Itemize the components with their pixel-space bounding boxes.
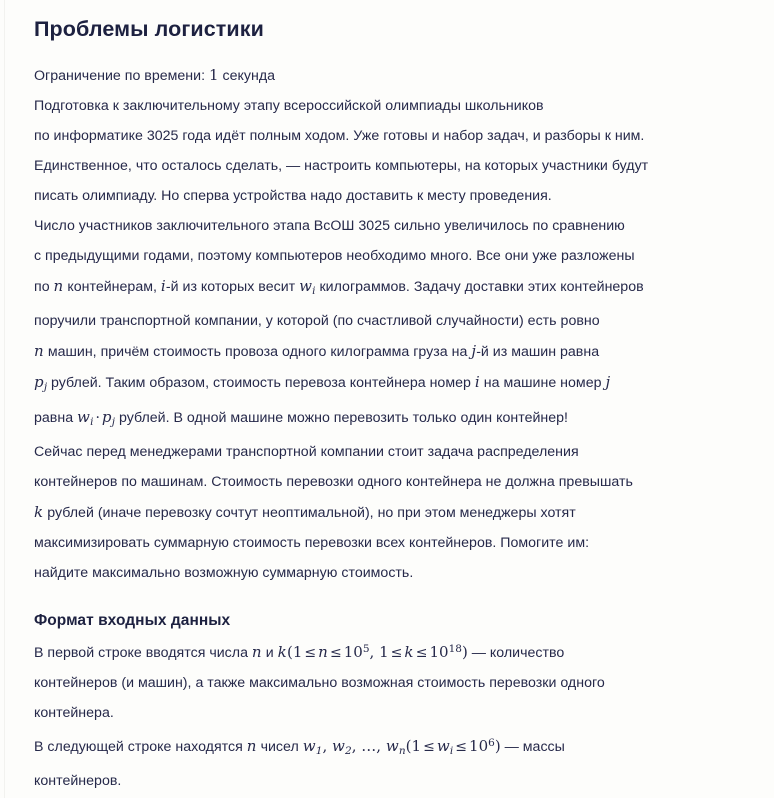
math-var-j: j — [605, 373, 611, 392]
section-heading-input-format: Формат входных данных — [34, 611, 231, 629]
text-fragment: -й из машин равна — [476, 344, 600, 361]
math-const-one: 1 — [292, 642, 303, 661]
time-limit-paragraph — [34, 44, 748, 91]
text-fragment: килограммов. Задачу доставки этих контейнеров — [315, 279, 644, 296]
math-operator-le: ≤ — [415, 644, 428, 661]
text-fragment: -й из которых весит — [165, 279, 300, 296]
math-subscript-2: 2 — [345, 744, 352, 757]
math-subscript-i: i — [312, 285, 316, 298]
text-fragment: — количество — [467, 644, 565, 661]
math-const-one: 1 — [379, 642, 389, 661]
statement-line-find: найдите максимально возможную суммарную стоимость. — [34, 564, 414, 581]
math-paren-close: ) — [494, 736, 501, 755]
math-var-k: k — [34, 502, 44, 521]
statement-line-company: поручили транспортной компании, у которой (по счастливой случайности) есть ровно — [34, 313, 600, 330]
math-comma: , — [369, 642, 380, 661]
math-var-w: w — [77, 407, 91, 426]
statement-line: Единственное, что осталось сделать, — настроить компьютеры, на которых участники будут — [34, 158, 649, 175]
text-fragment: чисел — [256, 738, 303, 755]
input-format-line-1 — [34, 634, 748, 668]
math-comma: , — [322, 736, 332, 755]
page-title: Проблемы логистики — [34, 17, 264, 41]
math-var-k: k — [404, 642, 414, 661]
text-fragment: на машине номер — [479, 375, 606, 392]
math-subscript-n: n — [398, 744, 406, 757]
page-left-rule — [4, 0, 5, 798]
time-limit-line — [34, 60, 748, 91]
statement-line-managers: Сейчас перед менеджерами транспортной компании стоит задача распределения — [34, 443, 579, 460]
math-var-w: w — [385, 736, 399, 755]
text-fragment: по — [34, 279, 54, 296]
math-superscript: 5 — [362, 643, 370, 656]
statement-line: по информатике 3025 года идёт полным ходом. Уже готовы и набор задач, и разборы к ним. — [34, 128, 645, 145]
time-limit-value: 1 — [209, 66, 219, 85]
math-var-n: n — [251, 642, 262, 661]
input-format-line-4 — [34, 728, 748, 766]
math-subscript-1: 1 — [315, 744, 323, 757]
math-const-ten: 10 — [343, 642, 363, 661]
statement-line-machines — [34, 336, 748, 367]
text-fragment: В следующей строке находятся — [34, 738, 247, 755]
math-var-i: i — [160, 277, 166, 296]
math-superscript: 6 — [488, 736, 495, 749]
math-var-w: w — [299, 277, 313, 296]
math-subscript-i: i — [449, 744, 454, 757]
math-var-n: n — [34, 342, 44, 361]
text-fragment: — массы — [500, 738, 565, 755]
statement-line: Подготовка к заключительному этапу всероссийской олимпиады школьников — [34, 98, 544, 115]
statement-line-price — [34, 367, 748, 402]
text-fragment: контейнерам, — [63, 279, 161, 296]
input-format-line-2: контейнеров (и машин), а также максимально возможная стоимость перевозки одного — [34, 674, 605, 691]
math-var-i: i — [474, 373, 480, 392]
time-limit-label: Ограничение по времени: — [34, 68, 206, 85]
math-operator-le: ≤ — [423, 738, 435, 755]
math-ellipsis: , …, — [351, 736, 386, 755]
math-paren-close: ) — [461, 642, 468, 661]
text-fragment: рублей. В одной машине можно перевозить только один контейнер! — [115, 409, 569, 426]
math-var-p: p — [101, 407, 112, 426]
statement-line: с предыдущими годами, поэтому компьютеров необходимо много. Все они уже разложены — [34, 248, 635, 265]
statement-line: Число участников заключительного этапа ВсОШ 3025 сильно увеличилось по сравнению — [34, 218, 625, 235]
math-var-p: p — [34, 373, 44, 392]
math-var-w: w — [332, 736, 346, 755]
statement-line: писать олимпиаду. Но сперва устройства надо доставить к месту проведения. — [34, 188, 552, 205]
input-format-paragraph — [34, 634, 748, 796]
math-const-ten: 10 — [469, 736, 489, 755]
math-var-n: n — [246, 736, 257, 755]
math-paren-open: ( — [405, 736, 412, 755]
math-var-k: k — [277, 642, 287, 661]
input-format-line-3: контейнера. — [34, 704, 114, 721]
statement-line-containers2: контейнеров по машинам. Стоимость перевозки одного контейнера не должна превышать — [34, 473, 633, 490]
math-subscript-j: j — [43, 380, 48, 393]
statement-line-equals — [34, 402, 748, 437]
math-var-w: w — [436, 736, 450, 755]
math-var-n: n — [318, 642, 328, 661]
input-format-line-5: контейнеров. — [34, 772, 122, 789]
text-fragment: равна — [34, 409, 78, 426]
math-var-n: n — [53, 277, 64, 296]
math-const-ten: 10 — [429, 642, 449, 661]
math-operator-dot: · — [95, 409, 100, 426]
statement-line-containers — [34, 271, 748, 306]
text-fragment: и — [261, 644, 278, 661]
text-fragment: машин, причём стоимость провоза одного килограмма груза на — [43, 344, 472, 361]
math-paren-open: ( — [286, 642, 293, 661]
text-fragment: рублей. Таким образом, стоимость перевоза контейнера номер — [47, 375, 475, 392]
text-fragment: рублей (иначе перевозку сочтут неоптимальной), но при этом менеджеры хотят — [43, 504, 576, 521]
math-subscript-i: i — [90, 415, 94, 428]
text-fragment: В первой строке вводятся числа — [34, 644, 252, 661]
math-operator-le: ≤ — [390, 644, 403, 661]
math-var-j: j — [471, 342, 477, 361]
math-var-w: w — [302, 736, 316, 755]
math-operator-le: ≤ — [304, 644, 317, 661]
statement-paragraph — [34, 91, 748, 588]
time-limit-unit: секунда — [222, 68, 276, 85]
math-subscript-j: j — [111, 415, 115, 428]
math-operator-le: ≤ — [455, 738, 468, 755]
statement-line-k — [34, 497, 748, 528]
math-superscript: 18 — [448, 643, 462, 656]
math-operator-le: ≤ — [330, 644, 342, 661]
math-const-one: 1 — [411, 736, 422, 755]
statement-line-maximize: максимизировать суммарную стоимость перевозки всех контейнеров. Помогите им: — [34, 534, 590, 551]
